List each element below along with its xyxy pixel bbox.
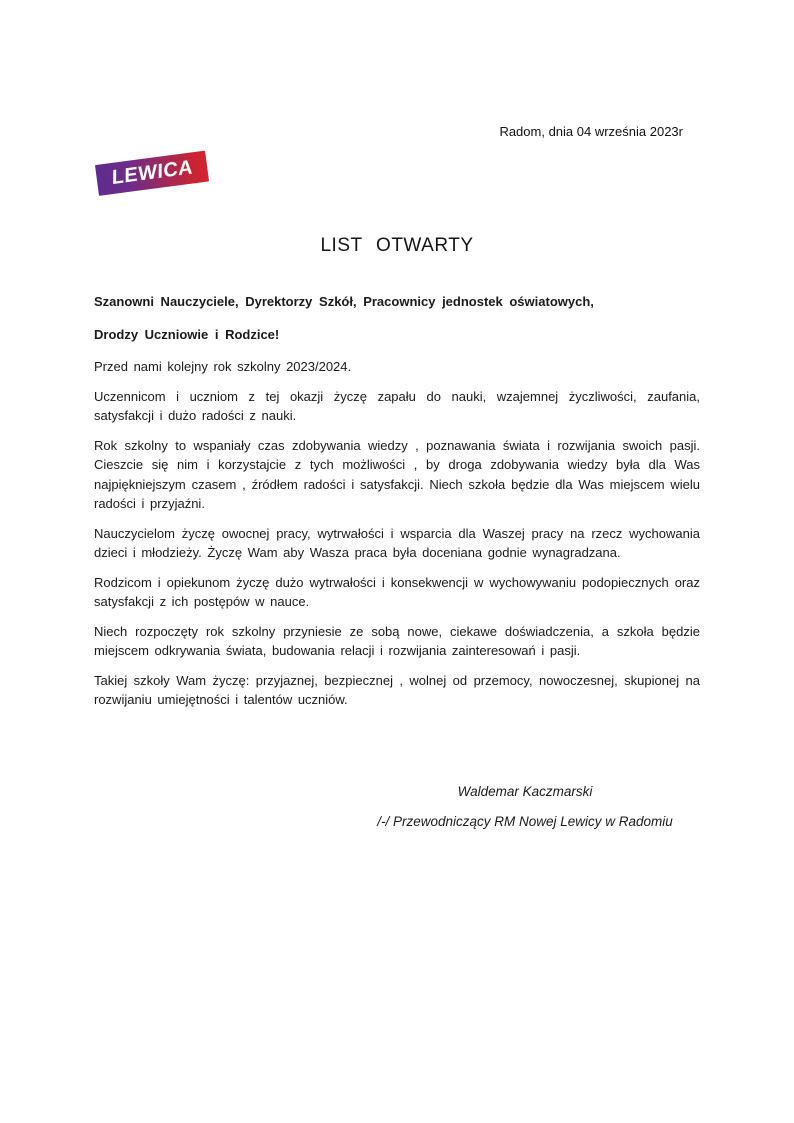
letter-paragraph: Rodzicom i opiekunom życzę dużo wytrwałości i konsekwencji w wychowywaniu podopiecznych oraz satysfakcji z ich postępów w nauce. <box>94 574 700 609</box>
logo-text: LEWICA <box>111 156 193 190</box>
letter-title: LIST OTWARTY <box>320 235 474 256</box>
lewica-logo <box>97 157 700 209</box>
letter-paragraph: Rok szkolny to wspaniały czas zdobywania wiedzy , poznawania świata i rozwijania swoich pasji. Cieszcie się nim i korzystajcie z tych możliwości , by droga zdobywania wiedzy była dla Was najpiękniejszym czasem , źródłem radości i satysfakcji. Niech szkoła będzie dla Was miejscem wielu radości i przyjaźni. <box>94 437 700 511</box>
letter-paragraph: Takiej szkoły Wam życzę: przyjaznej, bezpiecznej , wolnej od przemocy, nowoczesnej, skupionej na rozwijaniu umiejętności i talentów uczniów. <box>94 672 700 707</box>
salutation-line: Szanowni Nauczyciele, Dyrektorzy Szkół, Pracownicy jednostek oświatowych, <box>94 294 594 309</box>
letter-paragraph: Uczennicom i uczniom z tej okazji życzę zapału do nauki, wzajemnej życzliwości, zaufania, satysfakcji i dużo radości z nauki. <box>94 388 700 423</box>
letter-body <box>94 357 700 710</box>
letter-paragraph: Nauczycielom życzę owocnej pracy, wytrwałości i wsparcia dla Waszej pracy na rzecz wychowania dzieci i młodzieży. Życzę Wam aby Wasza praca była doceniana godnie wynagradzana. <box>94 525 700 560</box>
logo-banner <box>95 151 209 196</box>
salutation-block <box>94 292 700 344</box>
salutation-line: Drodzy Uczniowie i Rodzice! <box>94 326 280 342</box>
date-line: Radom, dnia 04 września 2023r <box>499 124 683 139</box>
signature-name: Waldemar Kaczmarski <box>457 783 593 799</box>
letter-paragraph: Przed nami kolejny rok szkolny 2023/2024. <box>94 359 352 374</box>
signature-block <box>350 782 700 832</box>
signature-role: /-/ Przewodniczący RM Nowej Lewicy w Radomiu <box>377 813 673 829</box>
letter-paragraph: Niech rozpoczęty rok szkolny przyniesie ze sobą nowe, ciekawe doświadczenia, a szkoła będzie miejscem odkrywania świata, budowania relacji i rozwijania zainteresowań i pasji. <box>94 623 700 658</box>
